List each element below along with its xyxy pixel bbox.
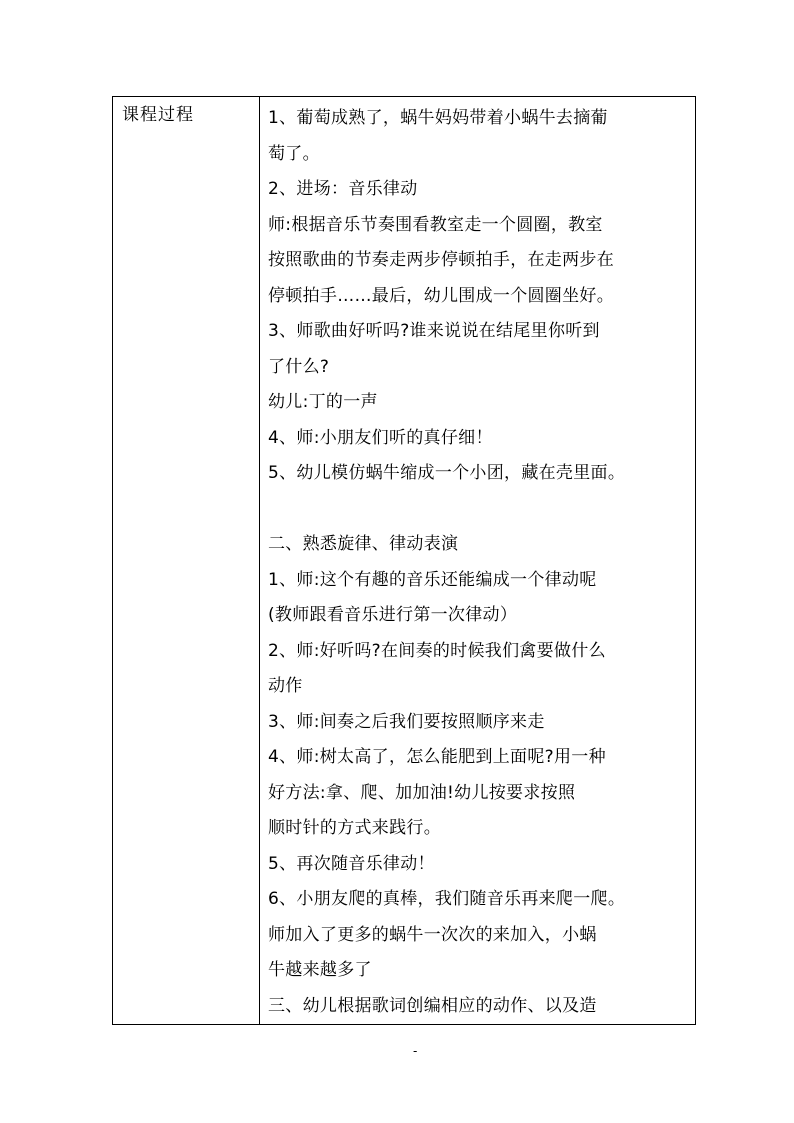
content-line: 1、葡萄成熟了，蜗牛妈妈带着小蜗牛去摘葡	[268, 108, 608, 128]
table-row	[113, 97, 696, 1025]
content-line: 好方法:拿、爬、加加油!幼儿按要求按照	[268, 782, 576, 803]
content-line: (教师跟看音乐进行第一次律动）	[268, 605, 518, 625]
content-line: 了什么?	[268, 356, 330, 377]
content-line: 3、师:间奏之后我们要按照顺序来走	[268, 711, 545, 732]
content-cell	[260, 97, 696, 1025]
content-line: 4、师:小朋友们听的真仔细！	[268, 427, 493, 448]
content-lines	[260, 97, 695, 1024]
content-line: 师:根据音乐节奏围看教室走一个圆圈，教室	[268, 214, 603, 235]
content-line: 动作	[268, 676, 303, 696]
content-line: 3、师歌曲好听吗?谁来说说在结尾里你听到	[268, 321, 600, 341]
content-line: 4、师:树太高了，怎么能肥到上面呢?用一种	[268, 747, 606, 767]
content-line: 牛越来越多了	[268, 960, 372, 980]
content-line	[268, 492, 689, 528]
content-line: 停顿拍手……最后，幼儿围成一个圆圈坐好。	[268, 285, 614, 306]
content-line: 2、师:好听吗?在间奏的时候我们禽要做什么	[268, 640, 606, 661]
content-line: 1、师:这个有趣的音乐还能编成一个律动呢	[268, 569, 597, 590]
content-line: 师加入了更多的蜗牛一次次的来加入，小蜗	[268, 924, 597, 945]
label-cell	[113, 97, 260, 1025]
content-line: 5、幼儿模仿蜗牛缩成一个小团，藏在壳里面。	[268, 463, 626, 483]
page-mark: -	[413, 1044, 418, 1058]
content-line: 二、熟悉旋律、律动表演	[268, 534, 459, 554]
content-line: 按照歌曲的节奏走两步停顿拍手，在走两步在	[268, 250, 614, 270]
content-line: 2、进场：音乐律动	[268, 179, 418, 199]
content-line: 幼儿:丁的一声	[268, 392, 378, 412]
content-line: 三、幼儿根据歌词创编相应的动作、以及造	[268, 995, 597, 1016]
content-line: 6、小朋友爬的真棒，我们随音乐再来爬一爬。	[268, 889, 626, 909]
content-line: 顺时针的方式来践行。	[268, 818, 441, 838]
lesson-table	[112, 96, 696, 1025]
row-label: 课程过程	[122, 105, 194, 125]
content-line: 萄了。	[268, 143, 320, 164]
content-line: 5、再次随音乐律动！	[268, 853, 435, 874]
